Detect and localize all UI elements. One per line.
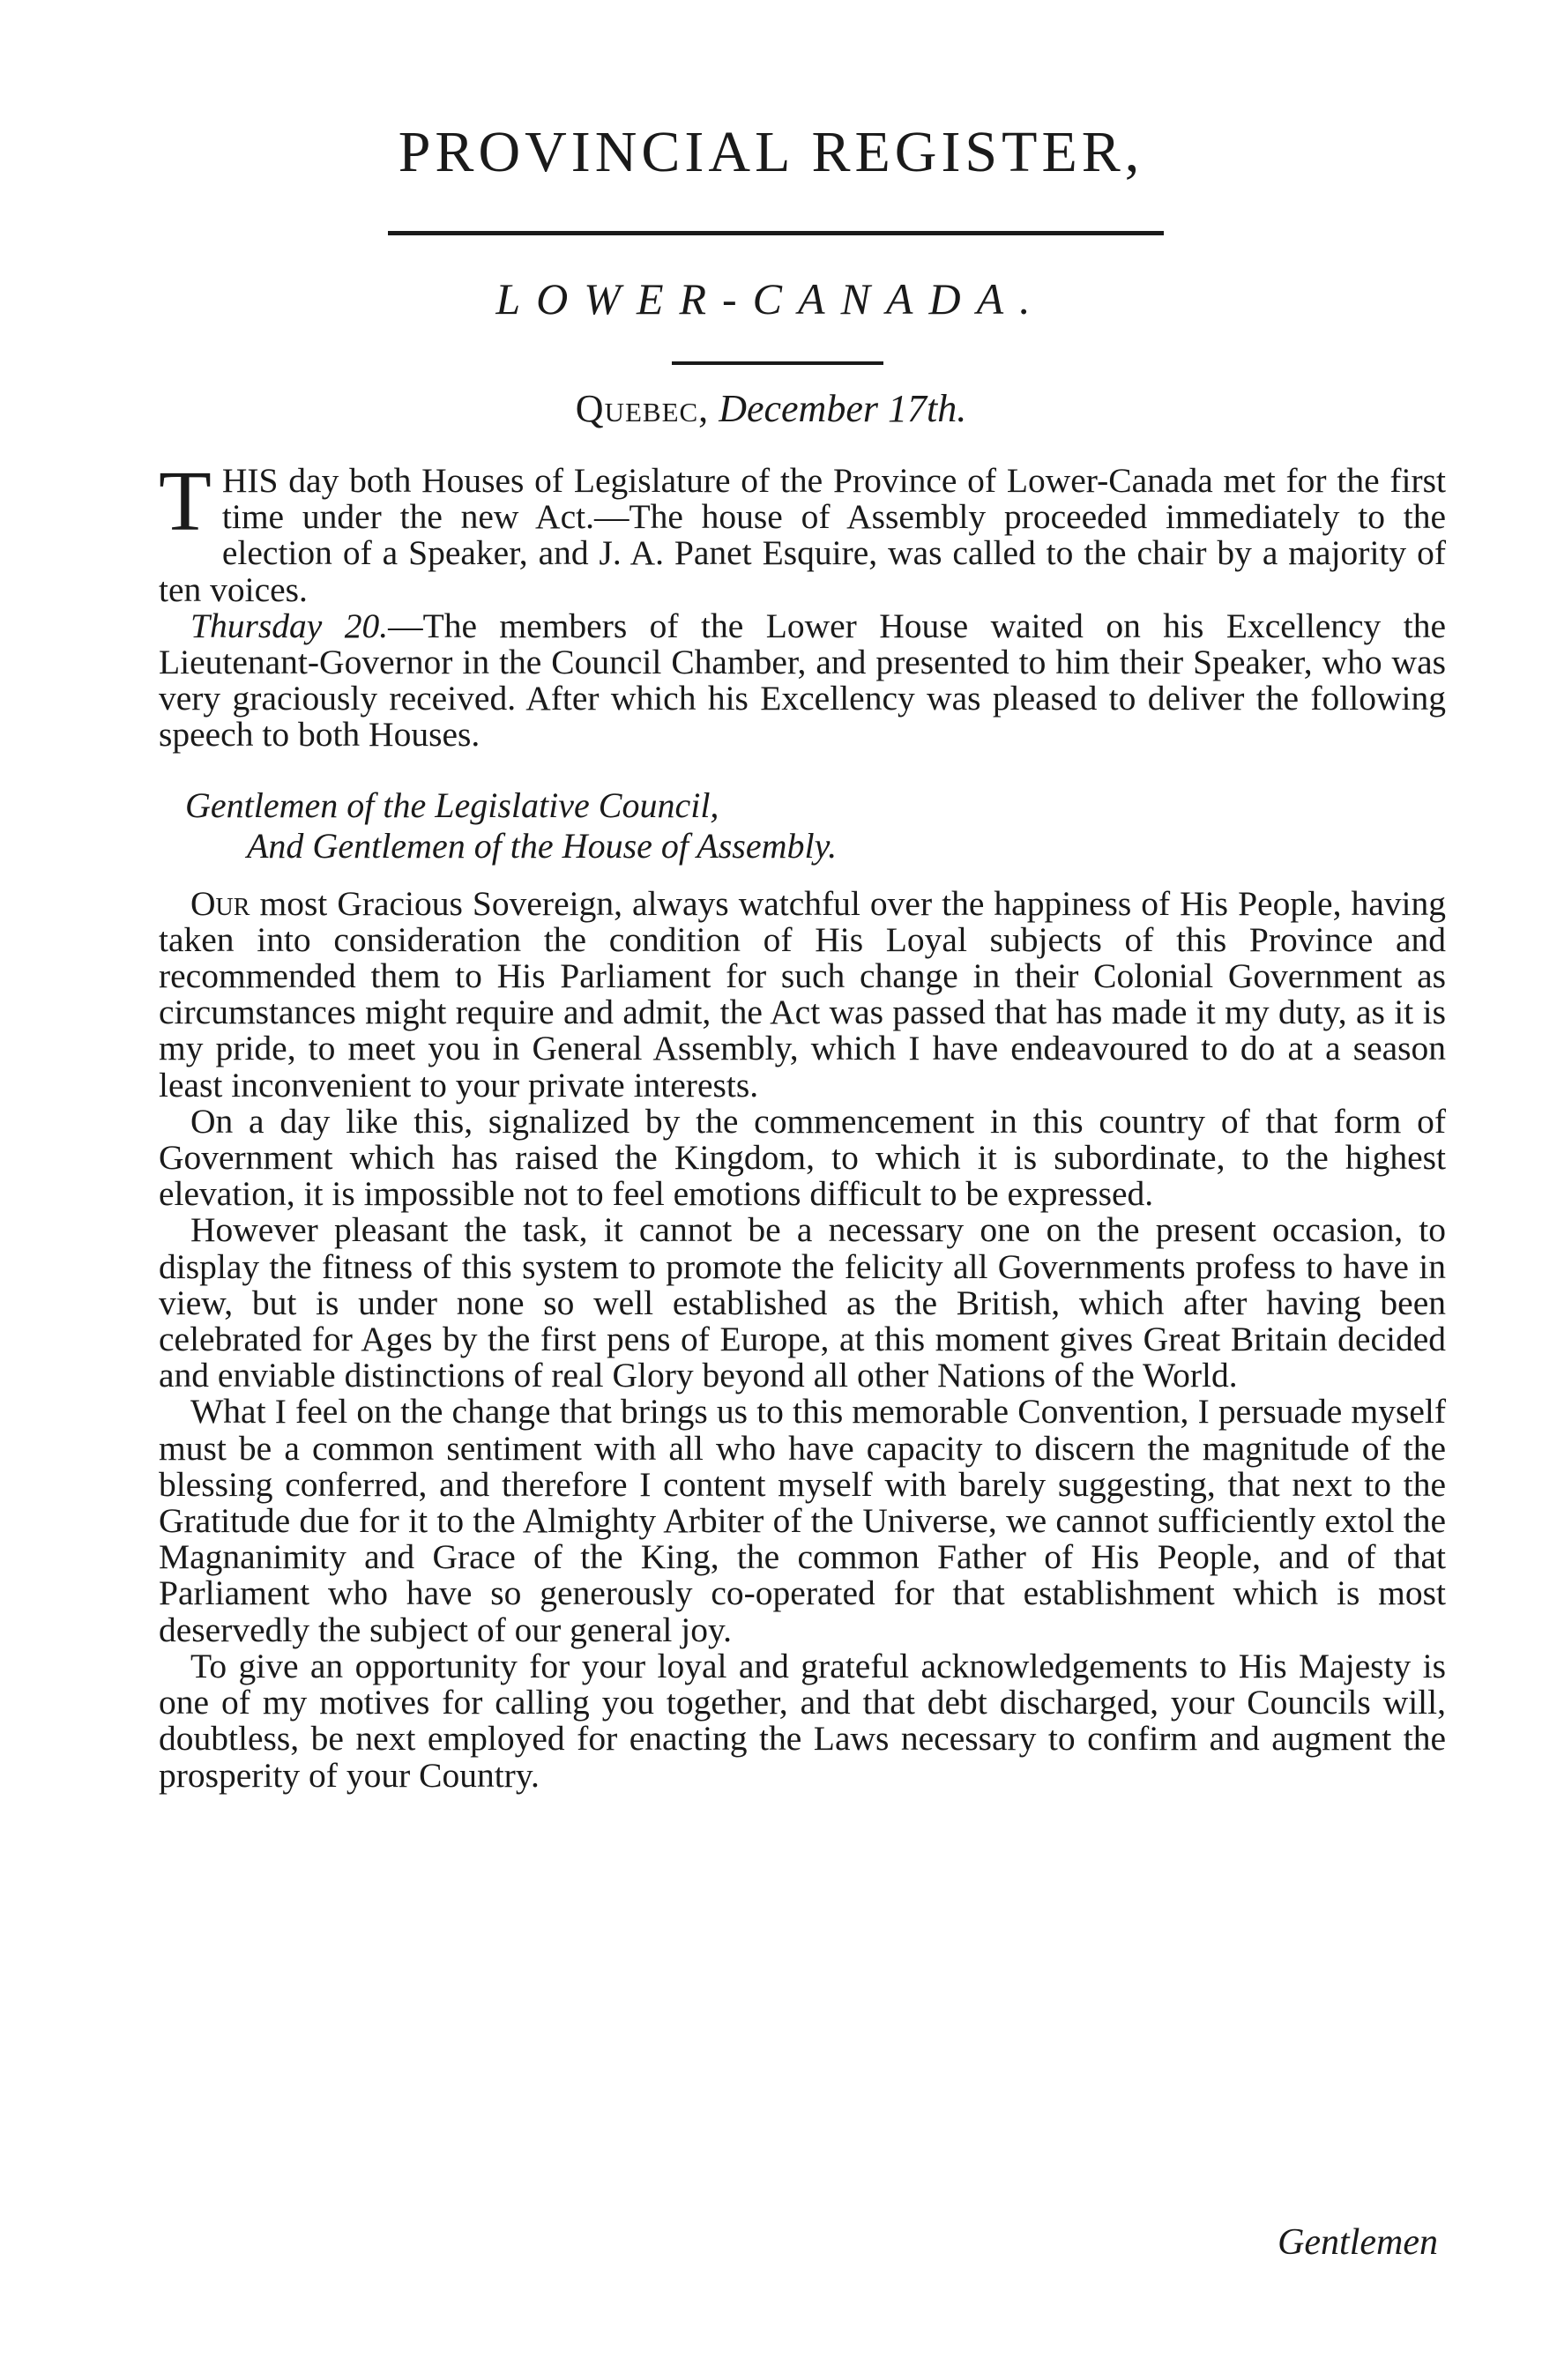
paragraph-text: —The members of the Lower House waited on his Excellency the Lieutenant-Governor in the Council Chamber, and presented to him their Speaker, who was very graciously received. After which his Excellency was pleased to deliver the following speech to both Houses.	[159, 606, 1446, 755]
news-paragraph-1	[159, 454, 1446, 609]
speech-paragraph-5: To give an opportunity for your loyal and grateful acknowledgements to His Majesty is one of my motives for calling you together, and that debt discharged, your Councils will, doubtless, be next employed for enacting the Laws necessary to confirm and augment the prosperity of your Country.	[159, 1646, 1446, 1795]
article-body	[159, 454, 1446, 1795]
paragraph-text: HIS day both Houses of Legislature of the Province of Lower-Canada met for the first time under the new Act.—The house of Assembly proceeded immediately to the election of a Speaker, and J. A. Panet Esquire, was called to the chair by a majority of ten voices.	[159, 461, 1446, 609]
drop-cap: T	[159, 454, 212, 549]
speech-paragraph-2: On a day like this, signalized by the commencement in this country of that form of Government which has raised the Kingdom, to which it is subordinate, to the highest elevation, it is impossible not to feel emotions difficult to be expressed.	[159, 1101, 1446, 1214]
speech-paragraph-1	[159, 883, 1446, 1104]
title-rule	[388, 231, 1164, 235]
speech-salutation	[159, 785, 1446, 866]
dateline	[0, 386, 1542, 431]
paragraph-lead: Thursday 20.	[190, 606, 389, 645]
page-title: PROVINCIAL REGISTER,	[398, 120, 1144, 184]
news-paragraph-2	[159, 608, 1446, 754]
paragraph-text: most Gracious Sovereign, always watchful over the happiness of His People, having taken into consideration the condition of His Loyal subjects of this Province and recommended them to His Parliament for such change in their Colonial Government as circumstances might require and admit, the Act was passed that has made it my duty, as it is my pride, to meet you in General Assembly, which I have endeavoured to do at a season least inconvenient to your private interests.	[159, 883, 1446, 1104]
dateline-place: Quebec,	[575, 387, 710, 430]
speech-paragraph-4: What I feel on the change that brings us to this memorable Convention, I persuade myself must be a common sentiment with all who have capacity to discern the magnitude of the blessing conferred, and therefore I content myself with barely suggesting, that next to the Gratitude due for it to the Almighty Arbiter of the Universe, we cannot sufficiently extol the Magnanimity and Grace of the King, the common Father of His People, and of that Parliament who have so generously co-operated for that establishment which is most deservedly the subject of our general joy.	[159, 1392, 1446, 1649]
catchword: Gentlemen	[1278, 2222, 1438, 2263]
paragraph-opening: Our	[190, 883, 250, 923]
speech-paragraph-3: However pleasant the task, it cannot be a necessary one on the present occasion, to display the fitness of this system to promote the felicity all Governments profess to have in view, but is under none so well established as the British, which after having been celebrated for Ages by the first pens of Europe, at this moment gives Great Britain decided and enviable distinctions of real Glory beyond all other Nations of the World.	[159, 1210, 1446, 1395]
salutation-line-2: And Gentlemen of the House of Assembly.	[247, 825, 838, 866]
subtitle-rule	[672, 361, 883, 365]
salutation-line-1: Gentlemen of the Legislative Council,	[185, 785, 719, 825]
dateline-date: December 17th.	[719, 387, 967, 430]
section-subtitle: LOWER-CANADA.	[495, 274, 1047, 324]
